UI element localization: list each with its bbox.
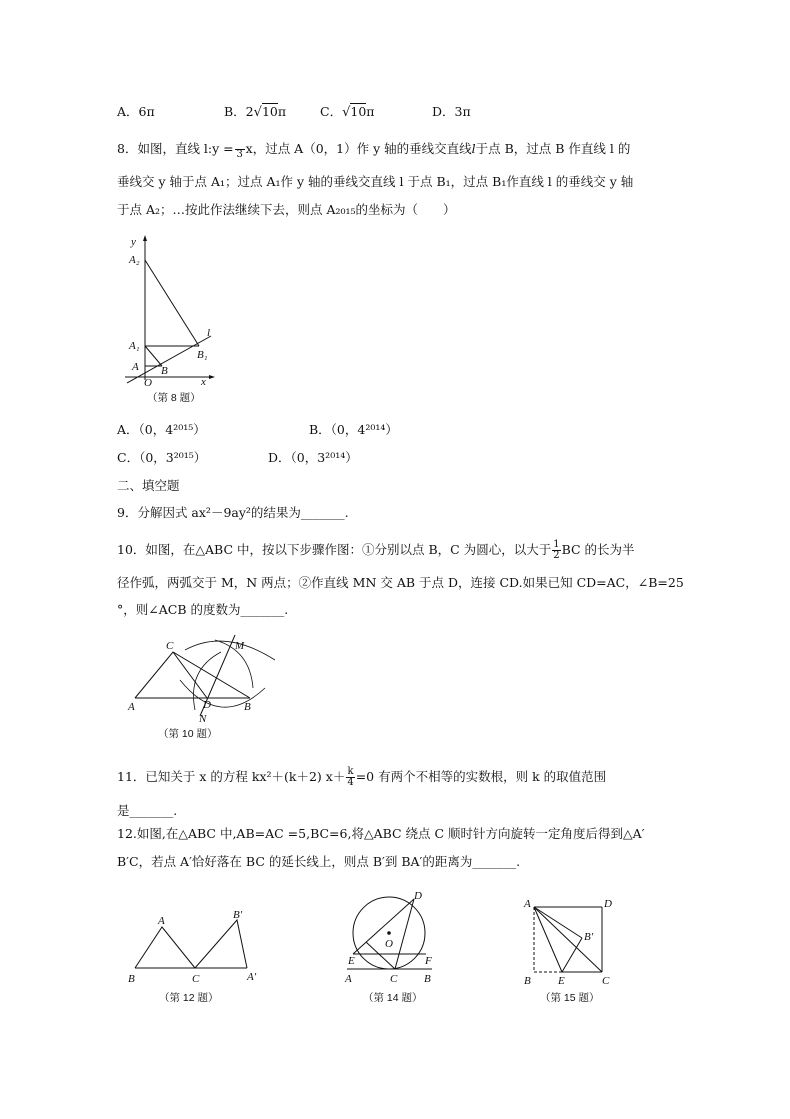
q8-text-part3: 于点 B，过点 B 作直线 l 的 <box>475 141 631 156</box>
fig10-label-n: N <box>199 713 207 725</box>
fig8-label-a2: A₂ <box>129 254 140 266</box>
fig14-center-dot <box>387 931 391 935</box>
section-title-fill-in: 二、填空题 <box>117 478 180 493</box>
q8-option-c: C．（0，3²⁰¹⁵） <box>117 450 207 465</box>
fig8-y-arrow <box>143 235 147 241</box>
q10-fraction <box>552 540 560 561</box>
fig14-segment-ed <box>353 899 414 954</box>
q8-text-part1: 8．如图，直线 l:y = <box>117 141 234 156</box>
q10-text-part2: BC 的长为半 <box>561 542 635 557</box>
fig10-label-a: A <box>128 701 135 713</box>
q8-option-b: B．（0，4²⁰¹⁴） <box>309 422 398 437</box>
q11-fraction <box>346 767 354 788</box>
fig8-label-b: B <box>161 365 168 377</box>
fig10-label-m: M <box>235 640 245 652</box>
q8-option-d: D．（0，3²⁰¹⁴） <box>268 450 358 465</box>
fig12-label-b: B <box>128 973 135 985</box>
fig10-arc-upper <box>185 641 275 660</box>
q12-line1: 12.如图,在△ABC 中,AB=AC =5,BC=6,将△ABC 绕点 C 顺时针方向旋转一定角度后得到△A′ <box>117 826 645 841</box>
q12-line2: B′C，若点 A′恰好落在 BC 的延长线上，则点 B′到 BA′的距离为_______. <box>117 854 521 869</box>
fig10-label-d: D <box>203 699 211 711</box>
fig14-label-f: F <box>425 955 432 967</box>
q11-line2: 是_______. <box>117 803 178 818</box>
fig8-caption: （第 8 题） <box>147 392 201 404</box>
fig14-label-c: C <box>390 973 398 985</box>
q7-option-b-prefix: B．2 <box>224 104 254 119</box>
fig12-triangle-abc <box>135 927 195 968</box>
fig8-x-arrow <box>209 375 215 379</box>
figure-10 <box>125 630 275 742</box>
q8-line1 <box>117 139 630 160</box>
fig15-label-b: B <box>524 975 531 987</box>
fig12-label-c: C <box>192 973 200 985</box>
fig10-triangle-sides <box>135 652 250 698</box>
fig12-label-ap: A′ <box>247 971 257 983</box>
q7-option-c-prefix: C． <box>320 104 343 119</box>
fig15-caption: （第 15 题） <box>540 992 600 1004</box>
fig14-label-o: O <box>385 938 393 950</box>
fig14-label-e: E <box>348 955 355 967</box>
fig15-label-d: D <box>604 898 612 910</box>
q9-text: 9．分解因式 ax²－9ay²的结果为_______. <box>117 505 349 520</box>
figure-15 <box>518 892 628 1007</box>
q10-line2: 径作弧，两弧交于 M，N 两点；②作直线 MN 交 AB 于点 D，连接 CD.如果已知 CD=AC，∠B=25 <box>117 575 684 590</box>
fig10-caption: （第 10 题） <box>158 728 218 740</box>
fig12-label-bp: B′ <box>233 909 243 921</box>
fig14-caption: （第 14 题） <box>363 992 423 1004</box>
q7-option-b-radicand: 10 <box>261 104 278 119</box>
fig10-label-c: C <box>166 640 174 652</box>
q10-fraction-den: 2 <box>553 550 560 561</box>
fig15-label-e: E <box>558 975 565 987</box>
figure-8 <box>115 232 225 410</box>
q10-text-part1: 10．如图，在△ABC 中，按以下步骤作图：①分别以点 B，C 为圆心，以大于 <box>117 542 552 557</box>
q11-text-part2: =0 有两个不相等的实数根，则 k 的取值范围 <box>355 769 607 784</box>
q11-fraction-num: k <box>347 766 354 777</box>
q8-fraction-den: 3 <box>236 149 243 160</box>
fig8-label-a: A <box>132 361 139 373</box>
fig14-label-b: B <box>424 973 431 985</box>
fig8-label-l: l <box>207 327 211 339</box>
q8-line3: 于点 A₂；…按此作法继续下去，则点 A₂₀₁₅的坐标为（ ） <box>117 202 456 217</box>
fig8-label-x: x <box>201 376 206 388</box>
q7-option-c-pi: π <box>366 104 375 119</box>
fig14-label-a: A <box>345 973 352 985</box>
figure-14 <box>340 887 440 1007</box>
q11-fraction-den: 4 <box>347 777 354 788</box>
fig8-label-a1: A₁ <box>129 340 140 352</box>
q10-line1 <box>117 540 635 561</box>
fig8-label-o: O <box>144 377 152 389</box>
q11-text-part1: 11．已知关于 x 的方程 kx²＋(k＋2) x＋ <box>117 769 346 784</box>
q7-option-c: C．√10π <box>320 104 375 120</box>
q8-line2: 垂线交 y 轴于点 A₁；过点 A₁作 y 轴的垂线交直线 l 于点 B₁，过点 B₁作直线 l 的垂线交 y 轴 <box>117 174 634 189</box>
q8-italic-l: l <box>471 141 476 156</box>
fig12-label-a: A <box>158 915 165 927</box>
q8-fraction <box>235 139 245 160</box>
q10-fraction-num: 1 <box>553 539 560 550</box>
q8-text-part2: x，过点 A（0，1）作 y 轴的垂线交直线 <box>245 141 472 156</box>
q8-option-a: A．（0，4²⁰¹⁵） <box>117 422 206 437</box>
q10-line3: °，则∠ACB 的度数为_______. <box>117 602 289 617</box>
fig15-label-c: C <box>602 975 610 987</box>
fig15-segment-ae <box>534 907 562 972</box>
figure-12 <box>120 905 270 1007</box>
q11-line1 <box>117 767 606 788</box>
fig8-label-y: y <box>131 236 136 248</box>
fig10-label-b: B <box>244 701 251 713</box>
q7-option-b-pi: π <box>277 104 287 119</box>
fig8-segment-b1a2 <box>145 260 199 346</box>
fig14-label-d: D <box>414 890 422 902</box>
fig15-label-bp: B′ <box>584 931 594 943</box>
q7-option-a: A．6π <box>117 104 155 119</box>
fig12-triangle-apbpc <box>195 920 247 968</box>
fig14-segment-cd <box>395 899 414 969</box>
fig8-label-b1: B₁ <box>197 349 208 361</box>
fig15-label-a: A <box>524 898 531 910</box>
fig12-caption: （第 12 题） <box>159 992 219 1004</box>
q7-option-c-radicand: 10 <box>350 104 367 119</box>
q7-option-b: B．2√10π <box>224 104 287 120</box>
q7-option-d: D．3π <box>432 104 471 119</box>
fig8-segment-ba1 <box>145 346 162 366</box>
